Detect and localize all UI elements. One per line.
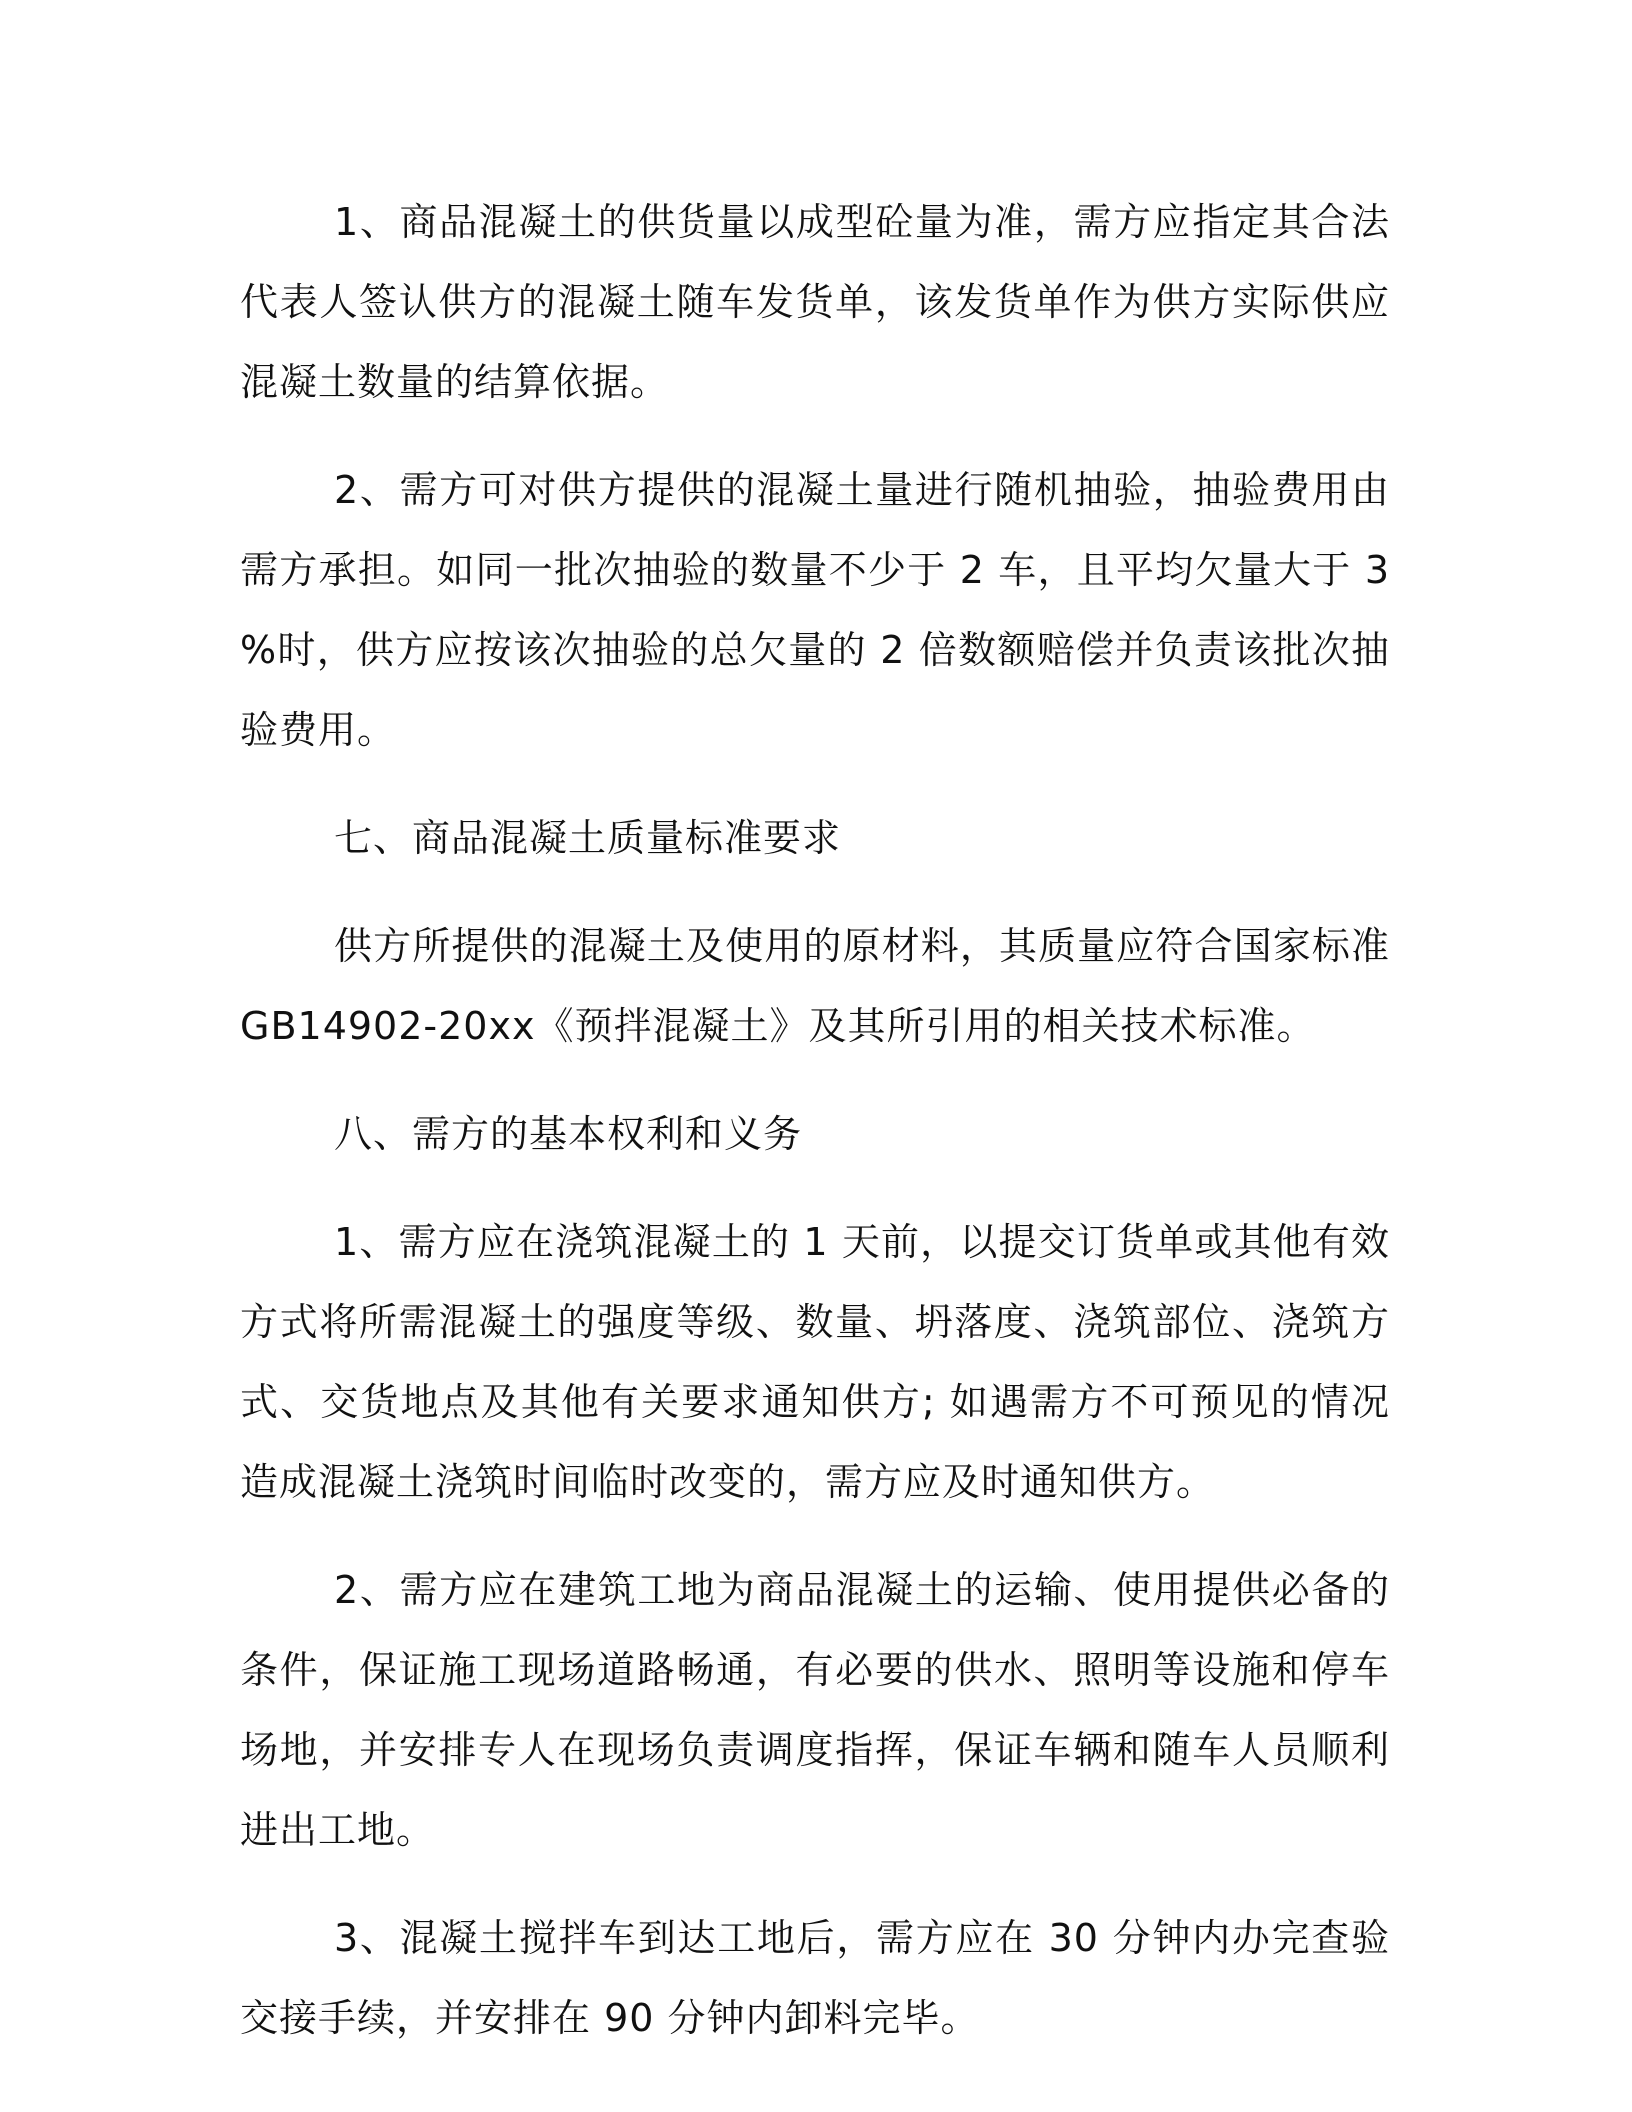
section-heading-buyer-rights: 八、需方的基本权利和义务 bbox=[334, 1112, 803, 1156]
buyer-clause-3-unloading: 3、混凝土搅拌车到达工地后，需方应在 30 分钟内办完查验交接手续，并安排在 90 分钟内卸料完毕。 bbox=[240, 1916, 1390, 2040]
section-heading-quality-standard: 七、商品混凝土质量标准要求 bbox=[334, 816, 842, 860]
buyer-clause-2-site-conditions: 2、需方应在建筑工地为商品混凝土的运输、使用提供必备的条件，保证施工现场道路畅通，有必要的供水、照明等设施和停车场地，并安排专人在现场负责调度指挥，保证车辆和随车人员顺利进出工地。 bbox=[240, 1568, 1390, 1852]
document-body bbox=[240, 182, 1390, 2086]
clause-1-supply-quantity: 1、商品混凝土的供货量以成型砼量为准，需方应指定其合法代表人签认供方的混凝土随车发货单，该发货单作为供方实际供应混凝土数量的结算依据。 bbox=[240, 200, 1390, 404]
buyer-clause-1-ordering: 1、需方应在浇筑混凝土的 1 天前，以提交订货单或其他有效方式将所需混凝土的强度等级、数量、坍落度、浇筑部位、浇筑方式、交货地点及其他有关要求通知供方; 如遇需方不可预见的情况造成混凝土浇筑时间临时改变的，需方应及时通知供方。 bbox=[240, 1220, 1390, 1504]
quality-standard-text: 供方所提供的混凝土及使用的原材料，其质量应符合国家标准 GB14902-20xx《预拌混凝土》及其所引用的相关技术标准。 bbox=[240, 924, 1390, 1048]
clause-2-random-inspection: 2、需方可对供方提供的混凝土量进行随机抽验，抽验费用由需方承担。如同一批次抽验的数量不少于 2 车，且平均欠量大于 3 %时，供方应按该次抽验的总欠量的 2 倍数额赔偿并负责该批次抽验费用。 bbox=[240, 468, 1390, 752]
